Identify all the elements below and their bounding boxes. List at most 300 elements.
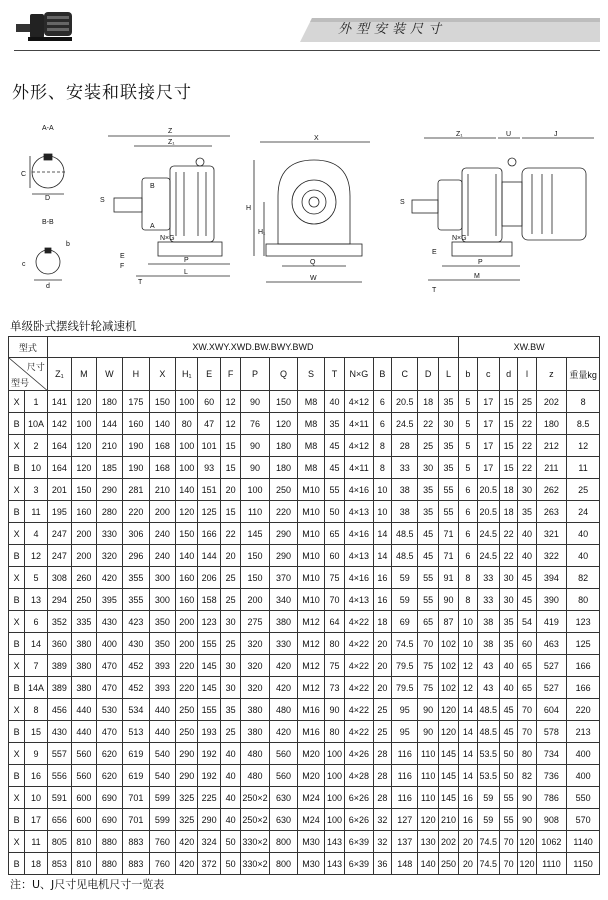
table-cell: 296	[123, 545, 149, 567]
svg-text:N×G: N×G	[452, 235, 467, 242]
table-cell: 40	[567, 545, 600, 567]
table-cell: 880	[96, 831, 122, 853]
table-cell: 350	[149, 611, 175, 633]
table-cell: 17	[477, 435, 499, 457]
table-cell: 1150	[567, 853, 600, 875]
table-cell: 6×39	[345, 831, 374, 853]
table-cell: 360	[47, 633, 71, 655]
table-cell: 16	[459, 809, 477, 831]
table-cell: 560	[269, 743, 298, 765]
table-cell: 423	[123, 611, 149, 633]
table-cell: 59	[392, 589, 418, 611]
table-cell: 15	[220, 457, 240, 479]
table-cell: 1110	[536, 853, 567, 875]
table-cell: 70	[499, 831, 517, 853]
model-cell: 8	[25, 699, 47, 721]
series-cell: X	[9, 743, 25, 765]
table-cell: 80	[176, 413, 198, 435]
table-cell: 180	[536, 413, 567, 435]
column-header: S	[298, 358, 324, 391]
table-cell: 247	[47, 545, 71, 567]
table-cell: 192	[198, 765, 220, 787]
table-cell: 90	[518, 787, 536, 809]
table-cell: 355	[123, 589, 149, 611]
table-cell: 201	[47, 479, 71, 501]
table-cell: 4×13	[345, 545, 374, 567]
table-cell: 40	[220, 765, 240, 787]
table-cell: M16	[298, 699, 324, 721]
table-cell: 210	[96, 435, 122, 457]
table-cell: 16	[373, 567, 391, 589]
model-cell: 10	[25, 787, 47, 809]
table-cell: 82	[518, 765, 536, 787]
table-cell: 4×12	[345, 435, 374, 457]
section-aa-drawing	[21, 125, 66, 202]
table-cell: M12	[298, 611, 324, 633]
column-header: H₁	[176, 358, 198, 391]
column-header: 重量kg	[567, 358, 600, 391]
model-cell: 10	[25, 457, 47, 479]
svg-text:c: c	[22, 261, 26, 268]
table-cell: 55	[438, 479, 458, 501]
table-cell: M12	[298, 633, 324, 655]
table-cell: 380	[72, 655, 96, 677]
table-cell: 380	[72, 633, 96, 655]
table-cell: 300	[149, 589, 175, 611]
table-cell: 250	[269, 479, 298, 501]
table-row	[9, 391, 600, 413]
table-cell: 30	[438, 413, 458, 435]
table-cell: 630	[269, 809, 298, 831]
table-cell: 90	[438, 589, 458, 611]
table-cell: 630	[269, 787, 298, 809]
table-cell: 100	[324, 787, 344, 809]
table-cell: 8	[373, 435, 391, 457]
model-cell: 17	[25, 809, 47, 831]
table-cell: 73	[324, 677, 344, 699]
table-cell: 79.5	[392, 655, 418, 677]
table-cell: 180	[96, 391, 122, 413]
table-cell: 320	[241, 633, 270, 655]
table-cell: 141	[47, 391, 71, 413]
series-cell: B	[9, 545, 25, 567]
table-row	[9, 721, 600, 743]
model-cell: 2	[25, 435, 47, 457]
table-cell: 48.5	[392, 523, 418, 545]
table-title: 单级卧式摆线针轮减速机	[10, 319, 137, 333]
table-cell: 4×22	[345, 721, 374, 743]
table-row	[9, 567, 600, 589]
table-cell: 534	[123, 699, 149, 721]
table-cell: 45	[418, 523, 438, 545]
table-cell: 908	[536, 809, 567, 831]
table-cell: 25	[220, 721, 240, 743]
model-cell: 5	[25, 567, 47, 589]
table-cell: 25	[518, 391, 536, 413]
table-cell: M20	[298, 765, 324, 787]
table-cell: 120	[176, 501, 198, 523]
table-cell: 50	[324, 501, 344, 523]
table-cell: 15	[220, 501, 240, 523]
svg-text:B: B	[150, 183, 155, 190]
table-cell: 22	[220, 523, 240, 545]
table-cell: 110	[418, 743, 438, 765]
table-cell: 95	[392, 721, 418, 743]
table-cell: 45	[418, 545, 438, 567]
table-cell: 8	[373, 457, 391, 479]
model-cell: 3	[25, 479, 47, 501]
model-cell: 1	[25, 391, 47, 413]
table-cell: 18	[418, 391, 438, 413]
svg-text:X: X	[314, 135, 319, 142]
table-cell: 38	[477, 633, 499, 655]
series-cell: B	[9, 501, 25, 523]
table-cell: 60	[198, 391, 220, 413]
table-cell: 420	[96, 567, 122, 589]
table-cell: 14	[459, 743, 477, 765]
svg-text:B-B: B-B	[42, 219, 54, 226]
table-cell: 12	[459, 677, 477, 699]
series-cell: B	[9, 765, 25, 787]
table-cell: 93	[198, 457, 220, 479]
table-cell: 599	[149, 809, 175, 831]
table-cell: 70	[518, 721, 536, 743]
table-cell: M20	[298, 743, 324, 765]
corner-cell	[9, 358, 48, 391]
section-title: 外形、安装和联接尺寸	[12, 83, 192, 103]
table-cell: 55	[499, 787, 517, 809]
table-cell: 36	[373, 853, 391, 875]
table-cell: M10	[298, 567, 324, 589]
table-cell: 168	[149, 457, 175, 479]
table-cell: 591	[47, 787, 71, 809]
table-cell: 22	[518, 413, 536, 435]
table-cell: 701	[123, 787, 149, 809]
table-cell: 150	[72, 479, 96, 501]
table-cell: M8	[298, 391, 324, 413]
table-cell: 55	[438, 501, 458, 523]
dimension-table	[8, 336, 600, 875]
table-cell: 116	[392, 787, 418, 809]
table-cell: 70	[518, 699, 536, 721]
table-cell: 734	[536, 743, 567, 765]
table-cell: 30	[499, 567, 517, 589]
table-cell: 90	[241, 435, 270, 457]
table-cell: 35	[220, 699, 240, 721]
series-cell: X	[9, 523, 25, 545]
series-cell: X	[9, 567, 25, 589]
table-cell: 290	[176, 743, 198, 765]
front-view-drawing	[246, 135, 370, 282]
table-cell: 4×13	[345, 589, 374, 611]
table-cell: 440	[72, 699, 96, 721]
svg-text:C: C	[21, 171, 27, 178]
table-cell: 12	[567, 435, 600, 457]
series-cell: X	[9, 391, 25, 413]
table-cell: 50	[499, 765, 517, 787]
table-cell: 33	[477, 589, 499, 611]
table-row	[9, 853, 600, 875]
table-cell: 120	[418, 809, 438, 831]
table-cell: 420	[176, 853, 198, 875]
table-cell: 43	[477, 655, 499, 677]
column-header: H	[123, 358, 149, 391]
table-cell: 240	[149, 523, 175, 545]
table-cell: 130	[418, 831, 438, 853]
model-cell: 11	[25, 831, 47, 853]
table-cell: 143	[324, 831, 344, 853]
table-cell: 480	[241, 743, 270, 765]
table-cell: M10	[298, 479, 324, 501]
table-cell: 40	[518, 523, 536, 545]
table-cell: 25	[373, 699, 391, 721]
table-cell: 250×2	[241, 787, 270, 809]
table-cell: 530	[96, 699, 122, 721]
table-cell: 578	[536, 721, 567, 743]
column-header: X	[149, 358, 175, 391]
svg-text:U: U	[506, 131, 512, 138]
table-cell: 225	[198, 787, 220, 809]
table-cell: 22	[499, 523, 517, 545]
table-cell: 202	[536, 391, 567, 413]
table-cell: 55	[418, 567, 438, 589]
table-cell: 65	[418, 611, 438, 633]
column-header: W	[96, 358, 122, 391]
table-cell: 35	[518, 501, 536, 523]
table-cell: 54	[518, 611, 536, 633]
table-cell: 45	[518, 567, 536, 589]
column-header: l	[518, 358, 536, 391]
table-cell: 47	[198, 413, 220, 435]
svg-text:Z: Z	[168, 128, 173, 135]
table-cell: 206	[198, 567, 220, 589]
table-cell: 440	[72, 721, 96, 743]
table-cell: 325	[176, 787, 198, 809]
table-cell: 190	[123, 435, 149, 457]
table-cell: M24	[298, 809, 324, 831]
table-cell: 35	[418, 479, 438, 501]
series-cell: X	[9, 699, 25, 721]
table-cell: 321	[536, 523, 567, 545]
table-cell: 810	[72, 831, 96, 853]
svg-text:S: S	[100, 197, 105, 204]
table-row	[9, 457, 600, 479]
series-cell: B	[9, 633, 25, 655]
table-cell: 15	[499, 391, 517, 413]
table-cell: 4×22	[345, 633, 374, 655]
series-cell: B	[9, 589, 25, 611]
table-cell: 55	[499, 809, 517, 831]
table-cell: 15	[499, 457, 517, 479]
table-cell: M8	[298, 457, 324, 479]
table-cell: 527	[536, 655, 567, 677]
table-cell: 760	[149, 853, 175, 875]
table-cell: 79.5	[392, 677, 418, 699]
column-header: b	[459, 358, 477, 391]
table-cell: 213	[567, 721, 600, 743]
table-cell: 550	[567, 787, 600, 809]
table-cell: 290	[96, 479, 122, 501]
table-cell: 18	[499, 501, 517, 523]
table-cell: 620	[96, 743, 122, 765]
table-cell: 540	[149, 765, 175, 787]
table-cell: 560	[72, 765, 96, 787]
table-cell: 40	[499, 655, 517, 677]
series-cell: B	[9, 413, 25, 435]
table-cell: 5	[459, 413, 477, 435]
table-cell: 60	[324, 545, 344, 567]
model-cell: 12	[25, 545, 47, 567]
table-cell: 14	[373, 545, 391, 567]
table-cell: 240	[149, 545, 175, 567]
outline-drawings	[8, 116, 600, 298]
table-cell: 16	[459, 787, 477, 809]
model-cell: 6	[25, 611, 47, 633]
svg-text:A: A	[150, 223, 155, 230]
table-cell: 5	[459, 457, 477, 479]
table-cell: 4×11	[345, 413, 374, 435]
svg-text:Z₁: Z₁	[168, 139, 175, 146]
table-cell: 151	[198, 479, 220, 501]
table-cell: 335	[72, 611, 96, 633]
table-cell: 120	[438, 721, 458, 743]
table-cell: 786	[536, 787, 567, 809]
table-cell: 200	[149, 501, 175, 523]
table-cell: 120	[438, 699, 458, 721]
table-cell: 185	[96, 457, 122, 479]
table-cell: 24.5	[392, 413, 418, 435]
table-cell: 440	[149, 699, 175, 721]
table-cell: 220	[176, 677, 198, 699]
table-cell: 14	[459, 765, 477, 787]
table-cell: 100	[176, 391, 198, 413]
table-cell: 6	[459, 479, 477, 501]
table-cell: 25	[220, 589, 240, 611]
table-cell: 166	[567, 655, 600, 677]
type-label-cell: 型式	[9, 337, 48, 358]
table-cell: 35	[418, 501, 438, 523]
model-cell: 9	[25, 743, 47, 765]
table-cell: 275	[241, 611, 270, 633]
table-row	[9, 809, 600, 831]
table-cell: 420	[269, 655, 298, 677]
table-cell: 180	[269, 435, 298, 457]
table-row	[9, 743, 600, 765]
table-cell: 210	[438, 809, 458, 831]
table-cell: 8	[459, 567, 477, 589]
table-cell: 560	[72, 743, 96, 765]
table-cell: 142	[47, 413, 71, 435]
table-cell: 463	[536, 633, 567, 655]
table-cell: 12	[459, 655, 477, 677]
table-cell: 14	[373, 523, 391, 545]
table-cell: 14	[459, 699, 477, 721]
table-cell: 290	[176, 765, 198, 787]
table-cell: 160	[176, 567, 198, 589]
table-cell: 599	[149, 787, 175, 809]
table-cell: 4×28	[345, 765, 374, 787]
table-cell: M12	[298, 655, 324, 677]
table-cell: 140	[418, 853, 438, 875]
table-cell: 430	[47, 721, 71, 743]
table-cell: 59	[477, 809, 499, 831]
svg-text:L: L	[184, 269, 188, 276]
table-cell: 145	[438, 765, 458, 787]
table-cell: 100	[241, 479, 270, 501]
table-cell: 22	[418, 413, 438, 435]
table-cell: 540	[149, 743, 175, 765]
svg-text:d: d	[46, 283, 50, 290]
table-cell: 100	[176, 435, 198, 457]
table-cell: 40	[567, 523, 600, 545]
table-cell: 35	[438, 457, 458, 479]
svg-text:N×G: N×G	[160, 235, 175, 242]
table-cell: 48.5	[477, 721, 499, 743]
table-cell: 180	[269, 457, 298, 479]
table-cell: 168	[149, 435, 175, 457]
table-row	[9, 677, 600, 699]
column-header: C	[392, 358, 418, 391]
table-cell: 95	[392, 699, 418, 721]
table-cell: 5	[459, 391, 477, 413]
table-cell: 25	[373, 721, 391, 743]
table-cell: 8	[459, 589, 477, 611]
table-cell: 69	[392, 611, 418, 633]
model-cell: 4	[25, 523, 47, 545]
svg-text:T: T	[432, 287, 437, 294]
table-cell: 513	[123, 721, 149, 743]
table-cell: 880	[96, 853, 122, 875]
table-cell: 80	[324, 721, 344, 743]
series-cell: X	[9, 479, 25, 501]
table-cell: 144	[198, 545, 220, 567]
table-row	[9, 413, 600, 435]
table-cell: 120	[72, 435, 96, 457]
table-cell: 24.5	[477, 545, 499, 567]
table-cell: 120	[72, 391, 96, 413]
table-cell: 308	[47, 567, 71, 589]
table-cell: 125	[198, 501, 220, 523]
table-cell: 25	[418, 435, 438, 457]
table-cell: 158	[198, 589, 220, 611]
svg-text:S: S	[400, 199, 405, 206]
table-cell: 33	[477, 567, 499, 589]
table-cell: 260	[72, 567, 96, 589]
table-cell: 160	[72, 501, 96, 523]
column-header: z	[536, 358, 567, 391]
table-cell: 15	[499, 413, 517, 435]
table-cell: 20	[220, 479, 240, 501]
table-cell: 80	[324, 633, 344, 655]
table-cell: 20.5	[477, 501, 499, 523]
table-cell: 294	[47, 589, 71, 611]
table-cell: 32	[373, 809, 391, 831]
table-cell: M10	[298, 545, 324, 567]
table-cell: 420	[269, 721, 298, 743]
table-cell: 883	[123, 853, 149, 875]
table-cell: 123	[198, 611, 220, 633]
column-header: D	[418, 358, 438, 391]
table-row	[9, 787, 600, 809]
table-row	[9, 655, 600, 677]
table-cell: 120	[72, 457, 96, 479]
table-cell: 35	[499, 633, 517, 655]
table-cell: 50	[220, 853, 240, 875]
table-cell: 320	[241, 677, 270, 699]
table-cell: 380	[241, 721, 270, 743]
table-cell: 30	[220, 677, 240, 699]
table-cell: 80	[518, 743, 536, 765]
